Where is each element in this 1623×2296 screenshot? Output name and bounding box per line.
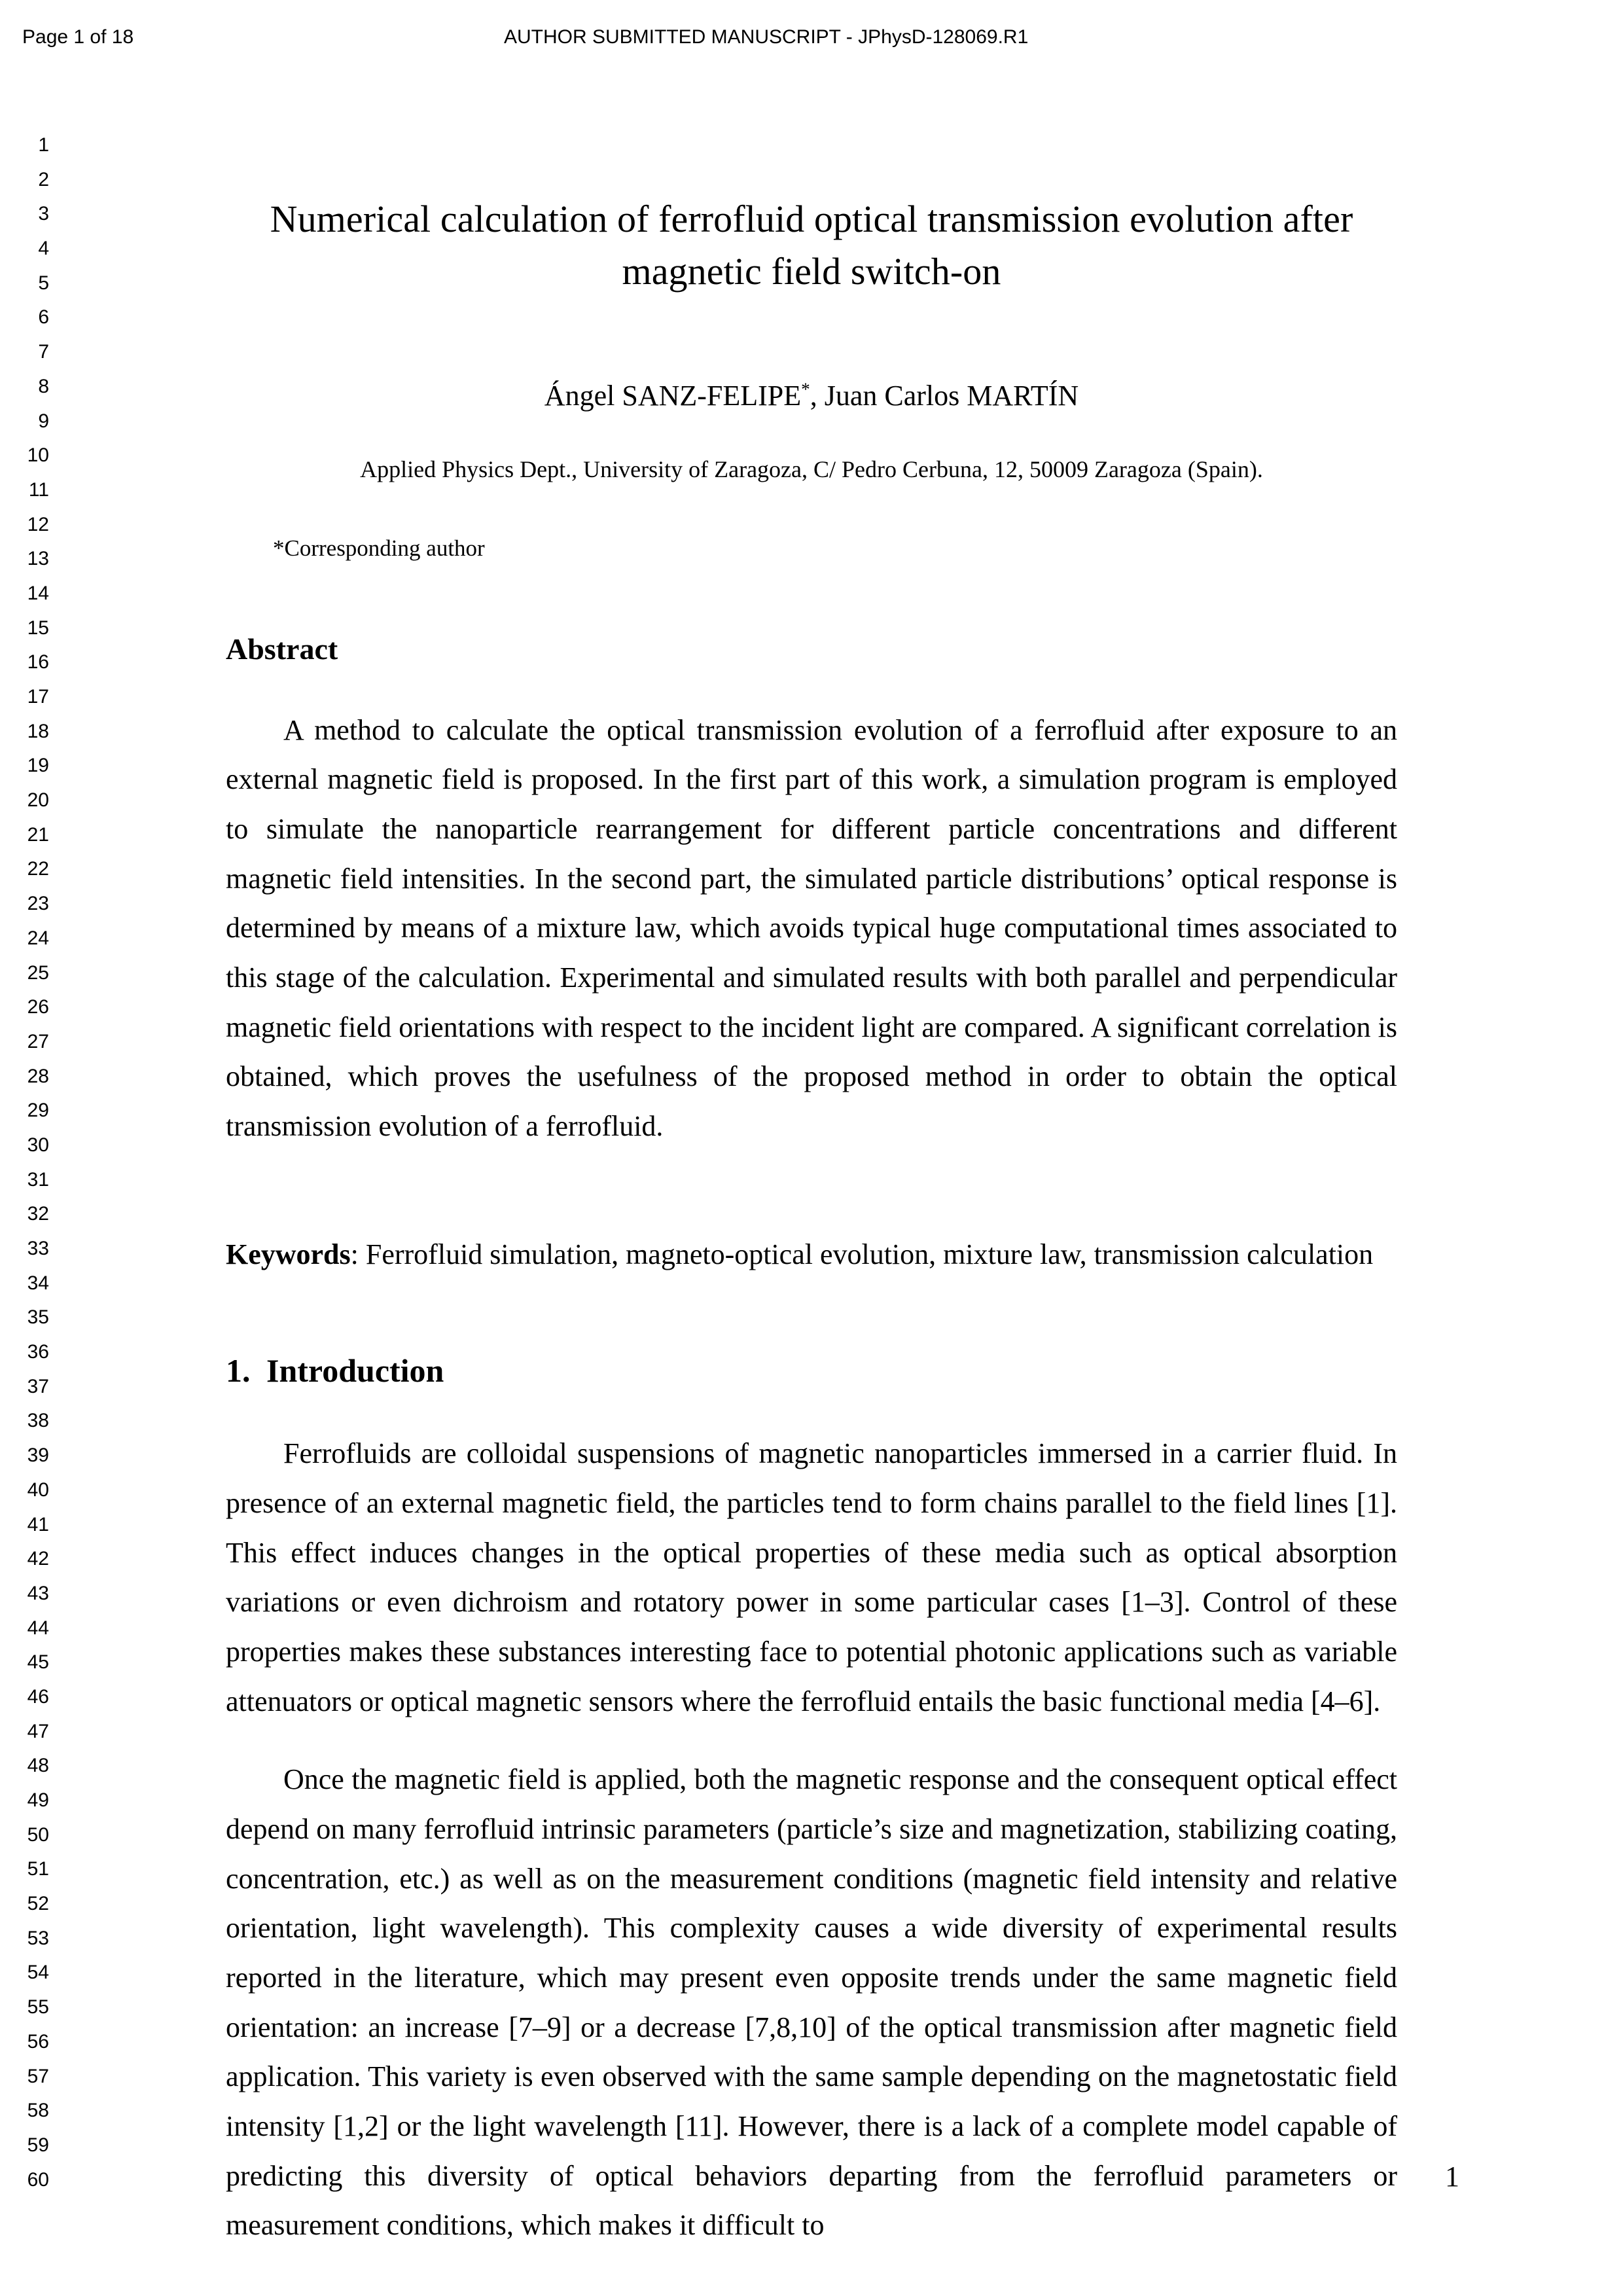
line-number: 40 <box>27 1479 49 1501</box>
line-number: 57 <box>27 2065 49 2087</box>
keywords-label: Keywords <box>226 1238 351 1270</box>
line-number: 51 <box>27 1858 49 1880</box>
line-number: 29 <box>27 1100 49 1122</box>
author-names-primary: Ángel SANZ-FELIPE <box>544 380 802 412</box>
page-title: Numerical calculation of ferrofluid optical transmission evolution after magnetic field switch-on <box>270 198 1353 293</box>
line-number: 25 <box>27 961 49 984</box>
line-number: 15 <box>27 617 49 639</box>
line-number: 52 <box>27 1893 49 1915</box>
corresponding-author-marker: * <box>801 379 810 399</box>
line-number: 49 <box>27 1789 49 1811</box>
line-number: 21 <box>27 823 49 846</box>
line-number: 33 <box>27 1238 49 1259</box>
line-number: 19 <box>27 755 49 777</box>
intro-paragraph-1: Ferrofluids are colloidal suspensions of magnetic nanoparticles immersed in a carrier fluid. In presence of an external magnetic field, the particles tend to form chains parallel to the field lines [1]. This effect induces changes in the optical properties of these media such as optical absorption variations or even dichroism and rotatory power in some particular cases [1–3]. Control of these properties makes these substances interesting face to potential photonic applications such as variable attenuators or optical magnetic sensors where the ferrofluid entails the basic functional media [4–6]. <box>226 1437 1397 1717</box>
line-number: 7 <box>38 341 49 363</box>
line-number: 14 <box>27 582 49 604</box>
section-number: 1. <box>226 1352 251 1390</box>
line-number: 12 <box>27 513 49 535</box>
line-number: 9 <box>38 410 49 432</box>
section-heading-introduction <box>226 1279 1397 1392</box>
line-number: 27 <box>27 1030 49 1052</box>
line-number: 4 <box>38 238 49 260</box>
line-number: 23 <box>27 893 49 915</box>
line-number: 37 <box>27 1375 49 1397</box>
line-number: 28 <box>27 1065 49 1087</box>
abstract-heading: Abstract <box>226 632 338 666</box>
line-number: 47 <box>27 1720 49 1742</box>
article-body <box>226 0 1397 2250</box>
line-number: 24 <box>27 927 49 949</box>
line-number: 43 <box>27 1582 49 1604</box>
line-number: 10 <box>27 444 49 467</box>
keywords-values: : Ferrofluid simulation, magneto-optical evolution, mixture law, transmission calculation <box>350 1238 1374 1270</box>
header-page-indicator: Page 1 of 18 <box>22 26 134 48</box>
affiliation: Applied Physics Dept., University of Zaragoza, C/ Pedro Cerbuna, 12, 50009 Zaragoza (Spain). <box>360 456 1263 483</box>
line-number: 17 <box>27 686 49 708</box>
line-number: 34 <box>27 1272 49 1294</box>
footer-page-number: 1 <box>1445 2161 1459 2193</box>
line-number: 2 <box>38 168 49 190</box>
line-number: 8 <box>38 375 49 397</box>
line-number: 18 <box>27 720 49 742</box>
line-number: 48 <box>27 1755 49 1777</box>
line-number: 38 <box>27 1410 49 1432</box>
line-number: 53 <box>27 1927 49 1949</box>
header-manuscript-id: AUTHOR SUBMITTED MANUSCRIPT - JPhysD-128069.R1 <box>504 26 1029 48</box>
abstract-text: A method to calculate the optical transmission evolution of a ferrofluid after exposure to an external magnetic field is proposed. In the first part of this work, a simulation program is employed to simulate the nanoparticle rearrangement for different particle concentrations and different magnetic field intensities. In the second part, the simulated particle distributions’ optical response is determined by means of a mixture law, which avoids typical huge computational times associated to this stage of the calculation. Experimental and simulated results with both parallel and perpendicular magnetic field orientations with respect to the incident light are compared. A significant correlation is obtained, which proves the usefulness of the proposed method in order to obtain the optical transmission evolution of a ferrofluid. <box>226 713 1397 1143</box>
line-number: 39 <box>27 1444 49 1467</box>
line-number: 30 <box>27 1134 49 1156</box>
line-number: 26 <box>27 996 49 1018</box>
line-number: 6 <box>38 306 49 329</box>
line-number: 42 <box>27 1548 49 1570</box>
line-number: 22 <box>27 858 49 880</box>
section-title: Introduction <box>266 1352 444 1390</box>
line-number: 55 <box>27 1996 49 2018</box>
line-number: 59 <box>27 2134 49 2156</box>
line-number: 3 <box>38 203 49 225</box>
line-number: 11 <box>28 478 49 501</box>
line-number: 44 <box>27 1617 49 1639</box>
line-number: 58 <box>27 2100 49 2122</box>
line-number: 41 <box>27 1513 49 1535</box>
corresponding-author-note: *Corresponding author <box>273 535 485 561</box>
line-number: 35 <box>27 1306 49 1329</box>
line-number: 45 <box>27 1651 49 1674</box>
line-number: 5 <box>38 272 49 294</box>
line-number: 13 <box>27 548 49 570</box>
intro-paragraph-2: Once the magnetic field is applied, both the magnetic response and the consequent optical effect depend on many ferrofluid intrinsic parameters (particle’s size and magnetization, stabilizing coating, concentration, etc.) as well as on the measurement conditions (magnetic field intensity and relative orientation, light wavelength). This complexity causes a wide diversity of experimental results reported in the literature, which may present even opposite trends under the same magnetic field orientation: an increase [7–9] or a decrease [7,8,10] of the optical transmission after magnetic field application. This variety is even observed with the same sample depending on the magnetostatic field intensity [1,2] or the light wavelength [11]. However, there is a lack of a complete model capable of predicting this diversity of optical behaviors departing from the ferrofluid parameters or measurement conditions, which makes it difficult to <box>226 1763 1397 2242</box>
line-number: 46 <box>27 1685 49 1708</box>
line-number: 32 <box>27 1203 49 1225</box>
author-list <box>226 298 1397 415</box>
line-number: 54 <box>27 1962 49 1984</box>
line-number: 36 <box>27 1341 49 1363</box>
line-number: 16 <box>27 651 49 673</box>
line-number-gutter <box>0 128 72 2197</box>
line-number: 1 <box>38 134 49 156</box>
line-number: 60 <box>27 2168 49 2191</box>
line-number: 56 <box>27 2030 49 2053</box>
keywords-line <box>226 1151 1397 1280</box>
line-number: 31 <box>27 1168 49 1191</box>
author-names-secondary: , Juan Carlos MARTÍN <box>810 380 1079 412</box>
line-number: 20 <box>27 789 49 812</box>
line-number: 50 <box>27 1823 49 1846</box>
